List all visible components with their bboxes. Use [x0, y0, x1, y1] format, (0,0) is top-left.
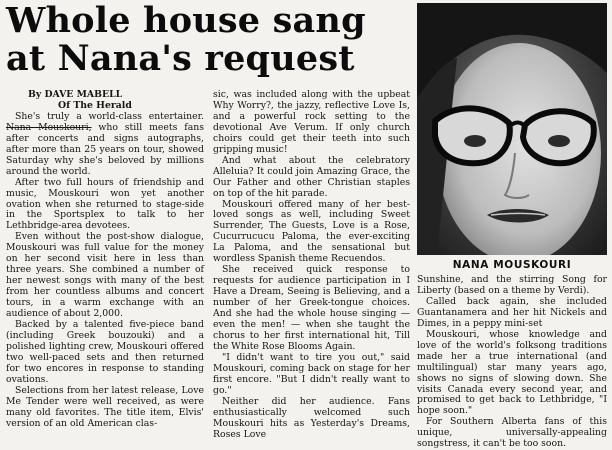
byline: By DAVE MABELL [28, 89, 123, 100]
article-column-3 [417, 275, 607, 450]
paragraph: Selections from her latest release, Love Me Tender were well received, as were many old favorites. The title item, Elvis' version of an old American clas- [6, 384, 204, 429]
paragraph: For Southern Alberta fans of this unique, universally-appealing songstress, it can't be too soon. [417, 416, 607, 450]
paragraph: And what about the celebratory Alleluia? It could join Amazing Grace, the Our Father and other Christian staples on top of the hit parade. [213, 154, 410, 199]
paragraph: Sunshine, and the stirring Song for Liberty (based on a theme by Verdi). [417, 274, 607, 296]
paragraph: Neither did her audience. Fans enthusiastically welcomed such Mouskouri hits as Yesterday's Dreams, Roses Love [213, 395, 410, 440]
paragraph: Mouskouri, whose knowledge and love of the world's folksong traditions made her a true international (and multilingual) star many years ago, shows no signs of slowing down. She visits Canada every second year, and promised to get back to Lethbridge, "I hope soon." [417, 328, 607, 417]
photo-caption: NANA MOUSKOURI [452, 259, 572, 271]
paragraph [6, 112, 204, 178]
article-column-2 [213, 90, 410, 441]
paragraph: She received quick response to requests for audience participation in I Have a Dream, Seeing is Believing, and a number of her Greek-tongue choices. And she had the whole house singing — even the men! — when she taught the chorus to her first international hit, Till the White Rose Blooms Again. [213, 264, 410, 352]
paragraph: Mouskouri offered many of her best-loved songs as well, including Sweet Surrender, The Guests, Love is a Rose, Cucurrucucu Paloma, the ever-exciting La Paloma, and the sensational but wordless Spanish theme Recuendos. [213, 198, 410, 265]
byline-source: Of The Herald [58, 99, 132, 111]
portrait-image [417, 3, 607, 255]
paragraph: Backed by a talented five-piece band (including Greek bouzouki) and a polished lighting crew, Mouskouri offered two well-paced sets and then returned for two encores in response to standing ovations. [6, 319, 204, 385]
headline-line-2: at Nana's request [6, 38, 355, 79]
struck-name: Nana Mouskouri, [6, 121, 92, 133]
article-column-1 [6, 90, 204, 430]
paragraph: After two full hours of friendship and music, Mouskouri won yet another ovation when she returned to stage-side in the Sportsplex to talk to her Lethbridge-area devotees. [6, 176, 204, 232]
paragraph: Called back again, she included Guantanamera and her hit Nickels and Dimes, in a peppy mini-set [417, 295, 607, 329]
paragraph-text: She's truly a world-class entertainer. [15, 110, 204, 122]
paragraph: sic, was included along with the upbeat Why Worry?, the jazzy, reflective Love Is, and a powerful rock setting to the devotional Ave Verum. If only church choirs could get their teeth into such gripping music! [213, 89, 410, 155]
paragraph-text: who still meets fans after concerts and signs autographs, after more than 25 years on tour, showed Saturday why she's beloved by millions around the world. [6, 121, 204, 177]
portrait-photo [417, 3, 607, 255]
paragraph: Even without the post-show dialogue, Mouskouri was full value for the money on her second visit here in less than three years. She combined a number of her newest songs with many of the best from her countless albums and concert tours, in a warm exchange with an audience of about 2,000. [6, 231, 204, 320]
headline-line-1: Whole house sang [6, 0, 366, 41]
paragraph: "I didn't want to tire you out," said Mouskouri, coming back on stage for her first encore. "But I didn't really want to go." [213, 351, 410, 396]
headline [6, 2, 410, 78]
